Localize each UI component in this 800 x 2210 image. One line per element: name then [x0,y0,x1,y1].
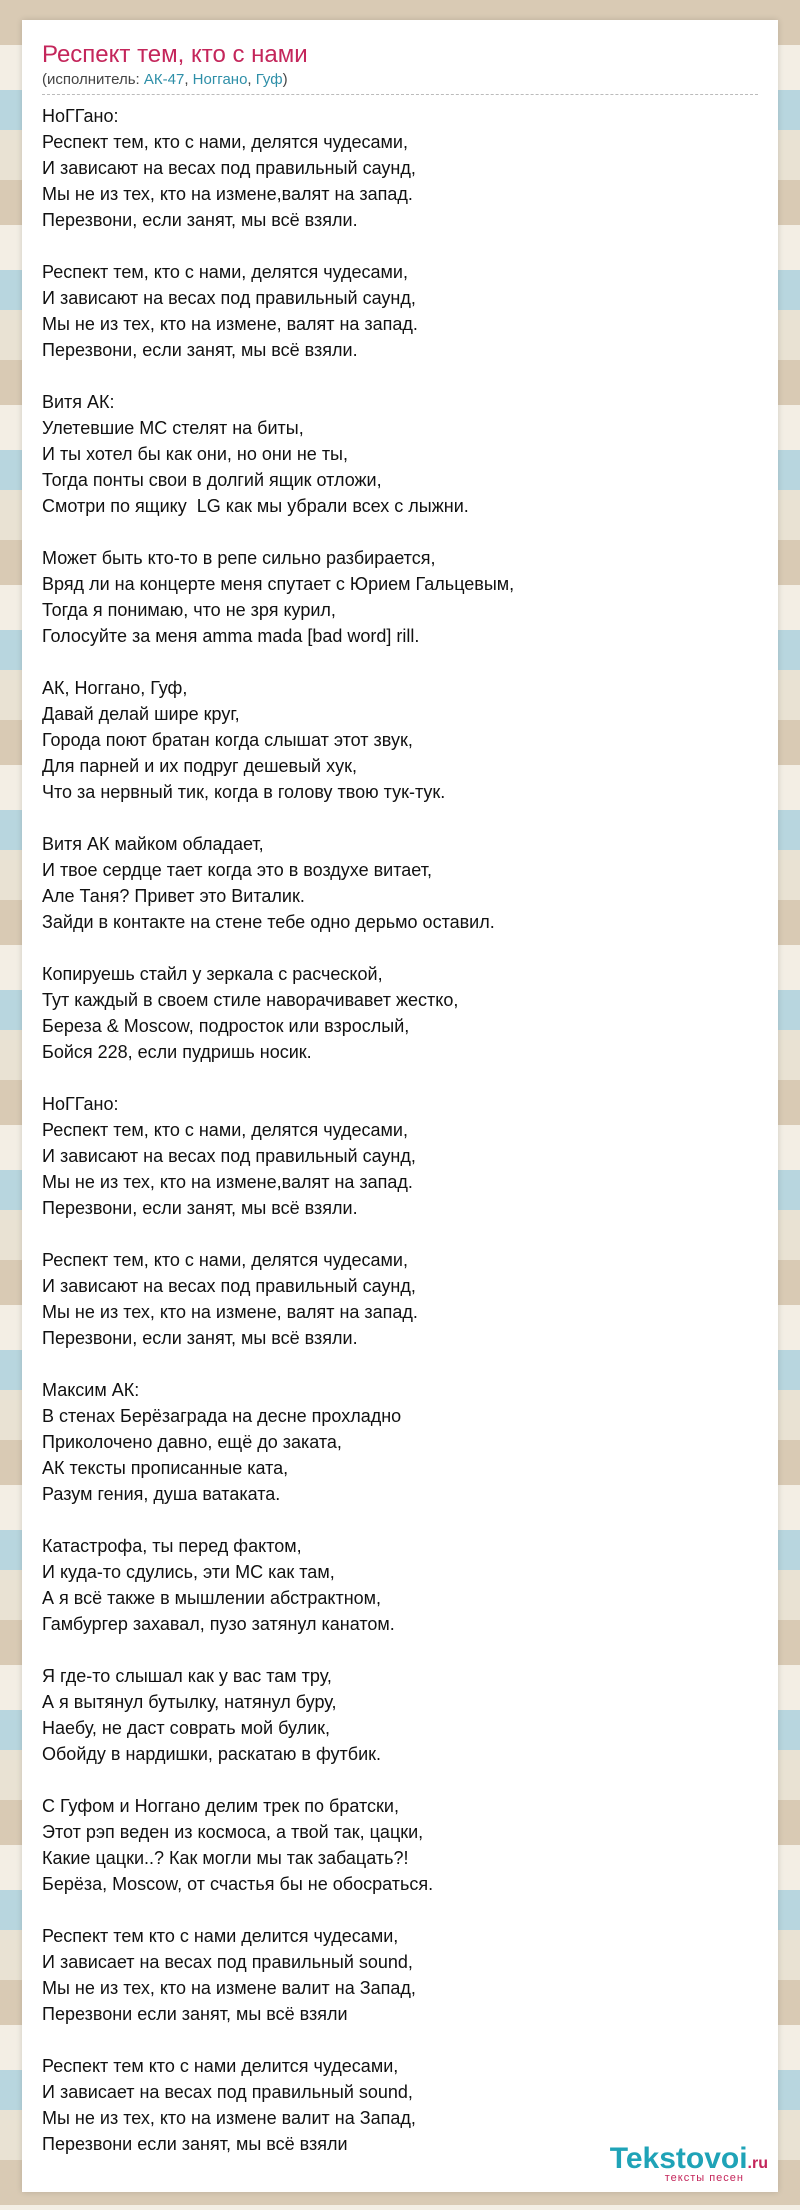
lyric-line: Приколочено давно, ещё до заката, [42,1432,342,1452]
lyric-line: Для парней и их подруг дешевый хук, [42,756,357,776]
logo-tld: .ru [747,2155,768,2172]
lyric-line: Максим АК: [42,1380,140,1400]
lyric-line: И зависает на весах под правильный sound, [42,1952,413,1972]
lyric-line: Мы не из тех, кто на измене, валят на запад. [42,1302,418,1322]
artist-link-guf[interactable]: Гуф [255,71,283,88]
lyric-line [42,233,758,259]
lyric-line: Что за нервный тик, когда в голову твою тук-тук. [42,782,446,802]
lyrics-text [42,103,758,2157]
lyric-line [42,1221,758,1247]
lyric-line: Тогда понты свои в долгий ящик отложи, [42,470,382,490]
lyric-line: Перезвони если занят, мы всё взяли [42,2134,348,2154]
lyric-line [42,1637,758,1663]
lyric-line: Перезвони, если занят, мы всё взяли. [42,210,358,230]
lyric-line: Обойду в нардишки, раскатаю в футбик. [42,1744,382,1764]
lyric-line: Мы не из тех, кто на измене валит на Запад, [42,1978,416,1998]
lyric-line: И зависают на весах под правильный саунд, [42,1276,416,1296]
lyric-line: Этот рэп веден из космоса, а твой так, цацки, [42,1822,424,1842]
lyric-line [42,1767,758,1793]
lyric-line: Катастрофа, ты перед фактом, [42,1536,302,1556]
artist-link-noggano[interactable]: Ноггано [192,71,248,88]
lyric-line: Тогда я понимаю, что не зря курил, [42,600,336,620]
lyric-line: Перезвони, если занят, мы всё взяли. [42,1198,358,1218]
site-logo[interactable] [610,2144,768,2184]
logo-tagline: тексты песен [664,2172,744,2184]
lyric-line [42,1897,758,1923]
lyric-line: Перезвони, если занят, мы всё взяли. [42,340,358,360]
lyric-line: И зависают на весах под правильный саунд, [42,158,416,178]
artist-line: (исполнитель: АК-47, Ноггано, Гуф) [42,70,758,95]
lyric-line [42,805,758,831]
lyric-line [42,2027,758,2053]
lyric-line: Смотри по ящику LG как мы убрали всех с лыжни. [42,496,469,516]
lyric-line: Витя АК: [42,392,115,412]
song-title: Респект тем, кто с нами [42,41,308,68]
lyric-line: Тут каждый в своем стиле наворачивавет жестко, [42,990,459,1010]
lyric-line: И зависают на весах под правильный саунд, [42,288,416,308]
lyric-line: Перезвони если занят, мы всё взяли [42,2004,348,2024]
lyric-line [42,649,758,675]
lyric-line: Але Таня? Привет это Виталик. [42,886,305,906]
lyric-line: Респект тем кто с нами делится чудесами, [42,1926,399,1946]
lyric-line: Мы не из тех, кто на измене, валят на запад. [42,314,418,334]
lyric-line: Витя АК майком обладает, [42,834,264,854]
lyrics-card [22,20,778,2192]
lyric-line [42,1351,758,1377]
lyric-line: АК, Ноггано, Гуф, [42,678,188,698]
lyric-line: Бойся 228, если пудришь носик. [42,1042,312,1062]
lyric-line: Наебу, не даст соврать мой булик, [42,1718,331,1738]
lyric-line: Улетевшие МС стелят на биты, [42,418,304,438]
lyric-line: Респект тем кто с нами делится чудесами, [42,2056,399,2076]
lyric-line [42,363,758,389]
lyric-line: А я вытянул бутылку, натянул буру, [42,1692,337,1712]
lyric-line: Респект тем, кто с нами, делятся чудесами, [42,262,408,282]
lyric-line: Какие цацки..? Как могли мы так забацать?! [42,1848,409,1868]
lyric-line: В стенах Берёзаграда на десне прохладно [42,1406,402,1426]
lyric-line: Мы не из тех, кто на измене,валят на запад. [42,184,413,204]
lyric-line: АК тексты прописанные ката, [42,1458,289,1478]
lyric-line: И ты хотел бы как они, но они не ты, [42,444,348,464]
lyric-line: Давай делай шире круг, [42,704,240,724]
artist-suffix: ) [282,71,288,88]
lyric-line: НоГГано: [42,1094,119,1114]
lyric-line: Разум гения, душа ватаката. [42,1484,281,1504]
artist-link-ak47[interactable]: АК-47 [143,71,185,88]
lyric-line: Зайди в контакте на стене тебе одно дерьмо оставил. [42,912,495,932]
lyric-line: Береза & Moscow, подросток или взрослый, [42,1016,410,1036]
lyric-line: А я всё также в мышлении абстрактном, [42,1588,382,1608]
lyric-line: Может быть кто-то в репе сильно разбирается, [42,548,436,568]
lyric-line [42,1507,758,1533]
logo-name: Tekstovoi [609,2142,748,2175]
lyric-line: Копируешь стайл у зеркала с расческой, [42,964,383,984]
lyric-line: Гамбургер захавал, пузо затянул канатом. [42,1614,395,1634]
lyric-line [42,519,758,545]
lyric-line [42,935,758,961]
lyric-line: И зависают на весах под правильный саунд, [42,1146,416,1166]
lyric-line: Голосуйте за меня amma mada [bad word] rill. [42,626,420,646]
lyric-line: И зависает на весах под правильный sound, [42,2082,413,2102]
lyric-line: Респект тем, кто с нами, делятся чудесами, [42,132,408,152]
lyric-line: Респект тем, кто с нами, делятся чудесами, [42,1250,408,1270]
lyric-line: Вряд ли на концерте меня спутает с Юрием Гальцевым, [42,574,515,594]
lyric-line: Города поют братан когда слышат этот звук, [42,730,413,750]
lyric-line: И твое сердце тает когда это в воздухе витает, [42,860,432,880]
lyric-line: Респект тем, кто с нами, делятся чудесами, [42,1120,408,1140]
lyric-line: Перезвони, если занят, мы всё взяли. [42,1328,358,1348]
lyric-line: НоГГано: [42,106,119,126]
lyric-line: Берёза, Moscow, от счастья бы не обосраться. [42,1874,434,1894]
lyric-line: Мы не из тех, кто на измене,валят на запад. [42,1172,413,1192]
lyric-line: С Гуфом и Ноггано делим трек по братски, [42,1796,399,1816]
lyric-line: И куда-то сдулись, эти МС как там, [42,1562,335,1582]
lyric-line: Я где-то слышал как у вас там тру, [42,1666,332,1686]
lyric-line: Мы не из тех, кто на измене валит на Запад, [42,2108,416,2128]
lyric-line [42,1065,758,1091]
artist-prefix: (исполнитель: [42,71,144,88]
